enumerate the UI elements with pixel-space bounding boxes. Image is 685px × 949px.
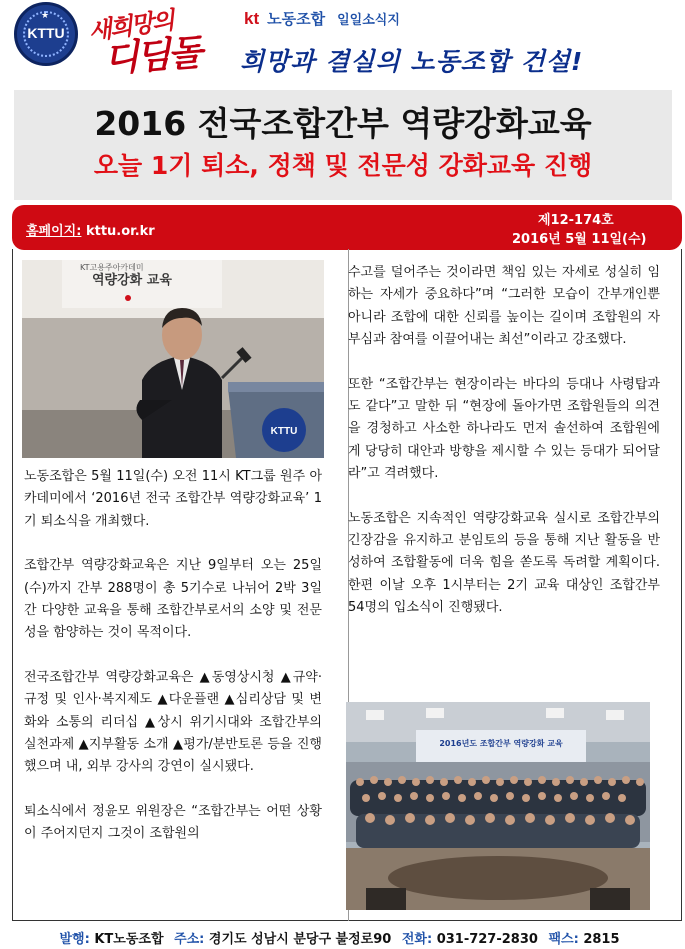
- homepage[interactable]: [26, 220, 155, 239]
- publication-row: [244, 8, 400, 29]
- article-paragraph: 퇴소식에서 정윤모 위원장은 “조합간부는 어떤 상황이 주어지던지 그것이 조합원의: [24, 803, 322, 842]
- article-paragraph: 노동조합은 지속적인 역량강화교육 실시로 조합간부의 긴장감을 유지하고 분임토의 등을 통해 지난 활동을 반성하여 조합활동에 더욱 힘을 쏟도록 독려할 계획이다. 한편 이날 오후 1시부터는 2기 교육 대상인 조합간부 54명의 입소식이 진행됐다.: [348, 510, 660, 616]
- brush-calligraphy-logo: [84, 4, 229, 81]
- union-name: 노동조합: [267, 10, 326, 28]
- issue-number: 제12-174호: [538, 213, 614, 228]
- photo1-podium-logo: KTTU: [270, 426, 298, 437]
- footer: [0, 928, 685, 947]
- article-paragraph: 노동조합은 5월 11일(수) 오전 11시 KT그룹 원주 아카데미에서 ‘2016년 전국 조합간부 역량강화교육’ 1기 퇴소식을 개최했다.: [24, 469, 322, 529]
- article-left-column: [24, 466, 322, 868]
- article-paragraph: 또한 “조합간부는 현장이라는 바다의 등대나 사령탑과도 같다”고 말한 뒤 “현장에 돌아가면 조합원들의 의견을 경청하고 사소한 하나라도 먼저 솔선하여 조합원에게 당당히 대안과 방향을 제시할 수 있는 등대가 되어달라”고 격려했다.: [348, 376, 660, 482]
- photo1-banner-large: 역량강화 교육: [92, 273, 172, 288]
- footer-fax-label: 팩스:: [548, 932, 579, 947]
- headline-title: 2016 전국조합간부 역량강화교육: [94, 104, 592, 143]
- article-paragraph: 조합간부 역량강화교육은 지난 9일부터 오는 25일(수)까지 간부 288명이 총 5기수로 나뉘어 2박 3일간 다양한 교육을 통해 조합간부로서의 소양 및 전문성을 함양하는 것이 목적이다.: [24, 558, 322, 641]
- homepage-label: 홈페이지:: [26, 224, 82, 239]
- homepage-url[interactable]: kttu.or.kr: [85, 224, 155, 239]
- brush-line-1: 새희망의: [86, 5, 175, 46]
- star-icon: ★: [41, 11, 50, 21]
- brush-line-2: 디딤돌: [102, 31, 201, 81]
- issue-date: 2016년 5월 11일(수): [512, 232, 647, 247]
- article-paragraph: 수고를 덜어주는 것이라면 책임 있는 자세로 성실히 임하는 자세가 중요하다”며 “그러한 모습이 간부개인뿐 아니라 조합에 대한 신뢰를 높이는 길이며 조합원의 자부심과 참여를 이끌어내는 최선”이라고 강조했다.: [348, 265, 660, 348]
- article-right-column: [348, 262, 660, 642]
- speaker-photo-illustration: [22, 260, 324, 458]
- headline-subtitle: 오늘 1기 퇴소, 정책 및 전문성 강화교육 진행: [93, 151, 593, 180]
- footer-phone: 031-727-2830: [436, 932, 538, 947]
- photo1-banner-small: KT고용주아카데미: [80, 263, 144, 272]
- footer-address: 경기도 성남시 분당구 불정로90: [208, 932, 392, 947]
- slogan: 희망과 결실의 노동조합 건설!: [240, 47, 584, 76]
- footer-publisher: KT노동조합: [94, 932, 164, 947]
- group-photo: [346, 702, 650, 910]
- masthead: [0, 0, 685, 88]
- group-photo-illustration: [346, 702, 650, 910]
- footer-phone-label: 전화:: [401, 932, 433, 947]
- kttu-logo: [14, 2, 78, 66]
- photo2-banner: 2016년도 조합간부 역량강화 교육: [439, 739, 563, 748]
- footer-publisher-label: 발행:: [59, 932, 90, 947]
- kt-logo: kt: [244, 8, 260, 28]
- article-paragraph: 전국조합간부 역량강화교육은 ▲동영상시청 ▲규약·규정 및 인사·복지제도 ▲다운플랜 ▲심리상담 및 변화와 소통의 리더십 ▲상시 위기시대와 조합간부의 실천과제 ▲지부활동 소개 ▲평가/분반토론 등을 진행했으며 내, 외부 강사의 강연이 실시됐다.: [24, 669, 322, 775]
- newsletter-name: 일일소식지: [337, 13, 400, 28]
- logo-text: KTTU: [27, 25, 65, 41]
- headline-box: [14, 90, 672, 200]
- footer-address-label: 주소:: [174, 932, 205, 947]
- speaker-photo: [22, 260, 324, 458]
- footer-fax: 2815: [583, 932, 620, 947]
- info-bar: [12, 205, 682, 250]
